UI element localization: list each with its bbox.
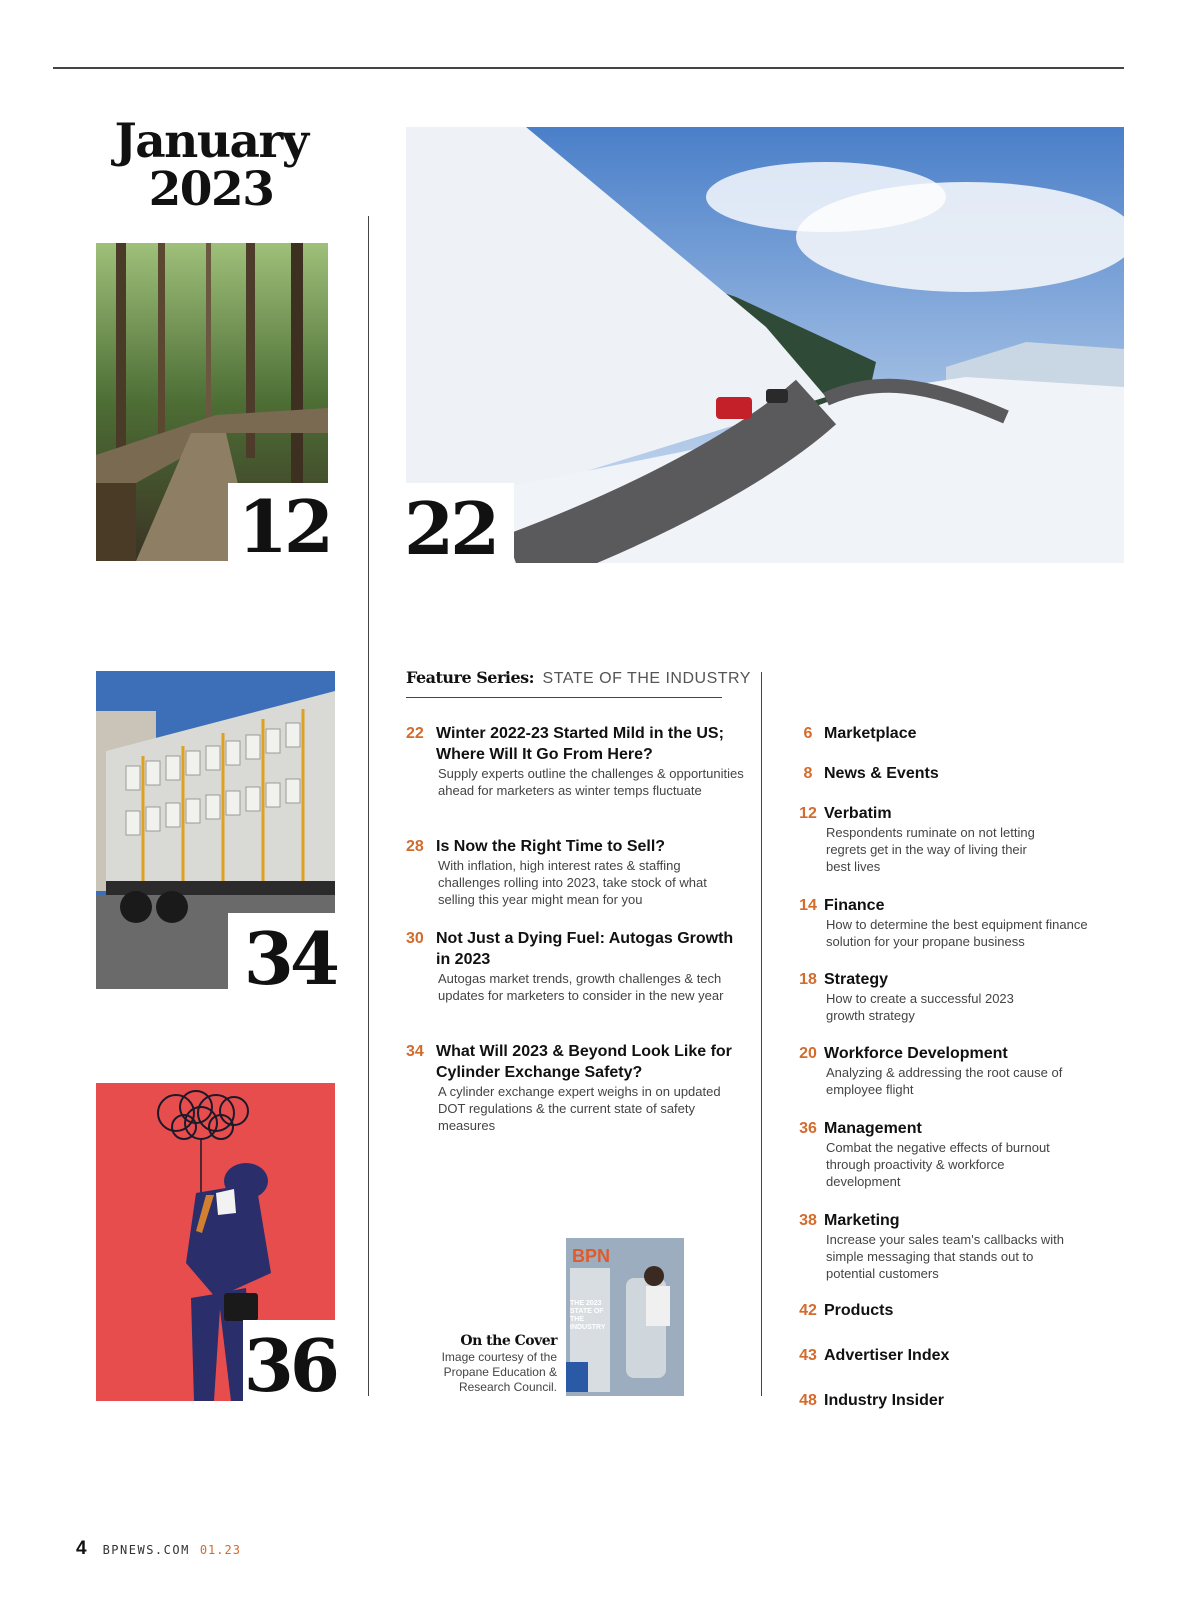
department-title[interactable]: Industry Insider — [824, 1392, 945, 1409]
feature-item[interactable] — [406, 836, 746, 908]
feature-description: With inflation, high interest rates & staffing challenges rolling into 2023, take stock of what selling this year might mean for you — [438, 858, 707, 907]
department-item[interactable] — [792, 803, 1112, 875]
issue-month: January — [114, 114, 308, 169]
department-page-number: 36 — [799, 1120, 817, 1137]
cover-thumbnail[interactable] — [566, 1238, 684, 1396]
department-page-number: 38 — [799, 1212, 817, 1229]
feature-item[interactable] — [406, 928, 746, 1004]
footer-issue: 01.23 — [199, 1543, 241, 1557]
page-36-label: 36 — [243, 1323, 336, 1408]
page-12-label: 12 — [237, 484, 330, 569]
department-page-number: 42 — [799, 1302, 817, 1319]
page-number-36 — [243, 1320, 336, 1408]
department-title[interactable]: News & Events — [824, 765, 939, 782]
department-description: How to determine the best equipment finance solution for your propane business — [826, 917, 1088, 949]
department-title[interactable]: Verbatim — [824, 805, 892, 822]
cover-caption-title: On the Cover — [460, 1333, 557, 1349]
issue-title — [95, 114, 327, 217]
department-item[interactable] — [792, 763, 1112, 784]
feature-description: Autogas market trends, growth challenges & tech updates for marketers to consider in the new year — [438, 971, 724, 1003]
cover-caption — [400, 1332, 557, 1395]
department-title[interactable]: Products — [824, 1302, 894, 1319]
department-item[interactable] — [792, 1345, 1112, 1366]
department-page-number: 6 — [803, 725, 813, 742]
feature-page-number: 22 — [406, 725, 424, 742]
department-description: Analyzing & addressing the root cause of employee flight — [826, 1065, 1063, 1097]
cover-headline: THE 2023 STATE OF THE INDUSTRY — [570, 1300, 606, 1331]
footer-page-number: 4 — [76, 1538, 87, 1559]
feature-series-heading — [406, 668, 751, 698]
department-description: Respondents ruminate on not letting regrets get in the way of living their best lives — [826, 825, 1035, 874]
department-page-number: 48 — [799, 1392, 817, 1409]
feature-page-number: 34 — [406, 1043, 424, 1060]
cover-caption-description: Image courtesy of the Propane Education & Research Council. — [441, 1350, 557, 1394]
column-divider-mid — [761, 672, 762, 1396]
department-description: Combat the negative effects of burnout through proactivity & workforce development — [826, 1140, 1050, 1189]
feature-title[interactable]: Not Just a Dying Fuel: Autogas Growth in 2023 — [436, 930, 734, 968]
feature-item[interactable] — [406, 1041, 746, 1134]
page-number-12 — [228, 483, 330, 569]
department-item[interactable] — [792, 1300, 1112, 1321]
department-page-number: 8 — [803, 765, 813, 782]
department-description: How to create a successful 2023 growth strategy — [826, 991, 1014, 1023]
page-22-label: 22 — [404, 486, 497, 571]
feature-series-name: STATE OF THE INDUSTRY — [542, 670, 751, 687]
department-item[interactable] — [792, 1390, 1112, 1411]
column-divider-left — [368, 216, 369, 1396]
department-page-number: 43 — [799, 1347, 817, 1364]
department-title[interactable]: Finance — [824, 897, 885, 914]
department-title[interactable]: Marketplace — [824, 725, 917, 742]
department-title[interactable]: Workforce Development — [824, 1045, 1008, 1062]
cover-logo: BPN — [572, 1246, 611, 1266]
top-rule — [53, 67, 1124, 69]
department-page-number: 12 — [799, 805, 817, 822]
department-title[interactable]: Marketing — [824, 1212, 900, 1229]
page-34-label: 34 — [243, 916, 336, 1001]
department-description: Increase your sales team's callbacks with simple messaging that stands out to potential customers — [826, 1232, 1065, 1281]
department-title[interactable]: Strategy — [824, 971, 889, 988]
issue-year: 2023 — [148, 162, 274, 217]
feature-title[interactable]: What Will 2023 & Beyond Look Like for Cylinder Exchange Safety? — [436, 1043, 732, 1081]
feature-description: A cylinder exchange expert weighs in on updated DOT regulations & the current state of safety measures — [438, 1084, 721, 1133]
department-item[interactable] — [792, 1043, 1112, 1098]
page-footer — [76, 1538, 241, 1560]
feature-description: Supply experts outline the challenges & opportunities ahead for marketers as winter temps fluctuate — [438, 766, 744, 798]
feature-page-number: 30 — [406, 930, 424, 947]
feature-item[interactable] — [406, 723, 746, 799]
feature-series-label: Feature Series: — [406, 668, 535, 687]
department-page-number: 14 — [799, 897, 817, 914]
department-item[interactable] — [792, 1118, 1112, 1190]
footer-site[interactable]: BPNEWS.COM — [102, 1543, 190, 1557]
department-item[interactable] — [792, 723, 1112, 744]
page-number-34 — [228, 913, 336, 1001]
department-item[interactable] — [792, 969, 1112, 1024]
department-page-number: 18 — [799, 971, 817, 988]
department-item[interactable] — [792, 1210, 1112, 1282]
feature-title[interactable]: Is Now the Right Time to Sell? — [436, 838, 666, 855]
page-number-22 — [398, 483, 514, 571]
department-item[interactable] — [792, 895, 1112, 950]
feature-page-number: 28 — [406, 838, 424, 855]
department-title[interactable]: Advertiser Index — [824, 1347, 950, 1364]
department-title[interactable]: Management — [824, 1120, 922, 1137]
feature-title[interactable]: Winter 2022-23 Started Mild in the US; Where Will It Go From Here? — [436, 725, 724, 763]
department-page-number: 20 — [799, 1045, 817, 1062]
